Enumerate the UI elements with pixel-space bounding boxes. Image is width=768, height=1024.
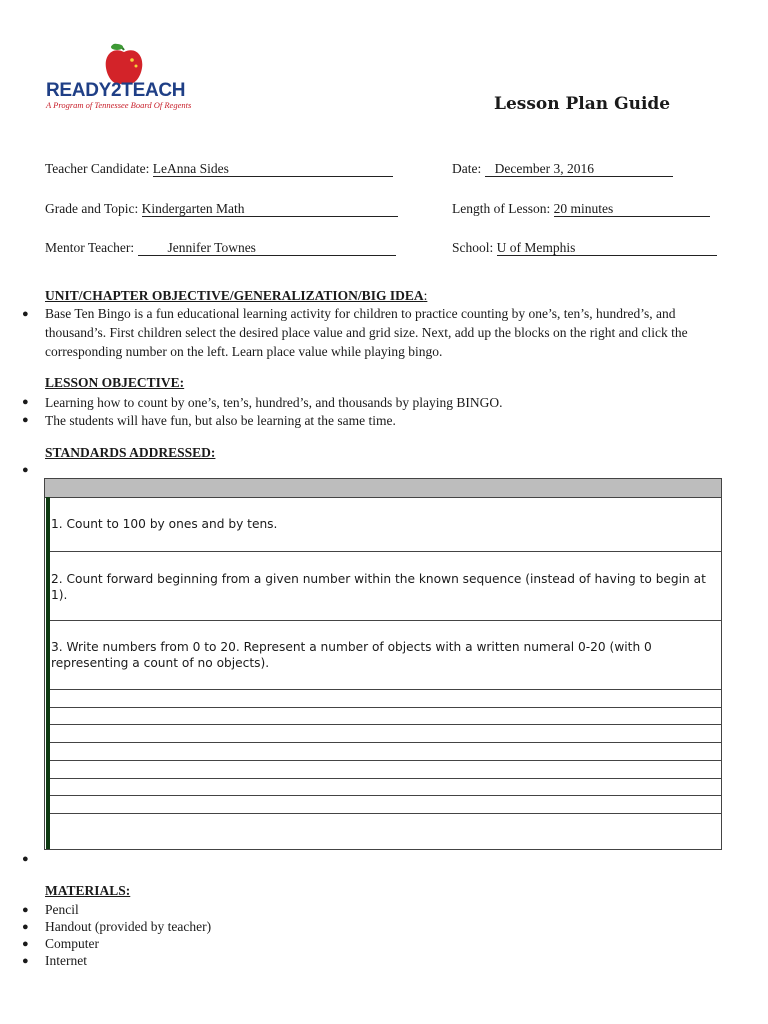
table-header-row	[45, 479, 721, 498]
bullet: ●	[22, 396, 29, 408]
materials-heading: MATERIALS:	[45, 883, 131, 898]
bullet: ●	[22, 853, 29, 865]
teacher-candidate-field	[45, 161, 393, 177]
bullet: ●	[22, 938, 29, 950]
table-row	[50, 761, 721, 779]
standard-text: 1. Count to 100 by ones and by tens.	[51, 517, 278, 531]
grade-value: Kindergarten Math	[142, 202, 398, 217]
logo-tagline: A Program of Tennessee Board Of Regents	[46, 100, 192, 110]
date-field	[452, 161, 673, 177]
bullet: ●	[22, 414, 29, 426]
standards-table	[44, 478, 722, 850]
school-field	[452, 240, 717, 256]
bullet: ●	[22, 464, 29, 476]
table-row	[50, 690, 721, 708]
bullet: ●	[22, 955, 29, 967]
page-title: Lesson Plan Guide	[494, 94, 671, 114]
mentor-value: Jennifer Townes	[138, 241, 396, 256]
table-row	[50, 743, 721, 761]
table-row	[50, 621, 721, 690]
table-row	[50, 779, 721, 796]
teacher-label: Teacher Candidate:	[45, 161, 150, 176]
unit-objective-heading: UNIT/CHAPTER OBJECTIVE/GENERALIZATION/BIG IDEA:	[45, 288, 428, 303]
school-label: School:	[452, 240, 494, 255]
table-row	[50, 497, 721, 552]
bullet: ●	[22, 921, 29, 933]
length-field	[452, 201, 710, 217]
table-row	[50, 796, 721, 814]
lesson-objective-item: The students will have fun, but also be learning at the same time.	[45, 413, 396, 428]
date-value: December 3, 2016	[485, 162, 673, 177]
logo-brand-text: READY2TEACH	[46, 80, 186, 101]
school-value: U of Memphis	[497, 241, 717, 256]
materials-item: Computer	[45, 936, 99, 951]
standards-heading: STANDARDS ADDRESSED:	[45, 445, 216, 460]
grade-topic-field	[45, 201, 398, 217]
mentor-teacher-field	[45, 240, 396, 256]
length-value: 20 minutes	[554, 202, 710, 217]
standard-text: 2. Count forward beginning from a given number within the known sequence (instead of having to begin at 1).	[51, 572, 706, 602]
mentor-label: Mentor Teacher:	[45, 240, 135, 255]
ready2teach-logo	[44, 40, 192, 116]
teacher-value: LeAnna Sides	[153, 162, 393, 177]
date-label: Date:	[452, 161, 482, 176]
standard-text: 3. Write numbers from 0 to 20. Represent a number of objects with a written numeral 0-20 (with 0 representing a count of no objects).	[51, 640, 652, 670]
table-row	[50, 814, 721, 849]
table-row	[50, 708, 721, 725]
length-label: Length of Lesson:	[452, 201, 551, 216]
materials-item: Handout (provided by teacher)	[45, 919, 212, 934]
lesson-objective-item: Learning how to count by one’s, ten’s, hundred’s, and thousands by playing BINGO.	[45, 395, 503, 410]
grade-label: Grade and Topic:	[45, 201, 139, 216]
table-row	[50, 725, 721, 743]
materials-item: Pencil	[45, 902, 79, 917]
lesson-objective-heading: LESSON OBJECTIVE:	[45, 375, 185, 390]
materials-item: Internet	[45, 953, 87, 968]
table-row	[50, 552, 721, 621]
bullet: ●	[22, 308, 29, 320]
bullet: ●	[22, 904, 29, 916]
unit-objective-text: Base Ten Bingo is a fun educational learning activity for children to practice counting by one’s, ten’s, hundred’s, and thousand’s. First children select the desired place value and grid size. Next, add up the blocks on the right and click the corresponding number on the left. Learn place value while playing bingo.	[45, 306, 688, 359]
